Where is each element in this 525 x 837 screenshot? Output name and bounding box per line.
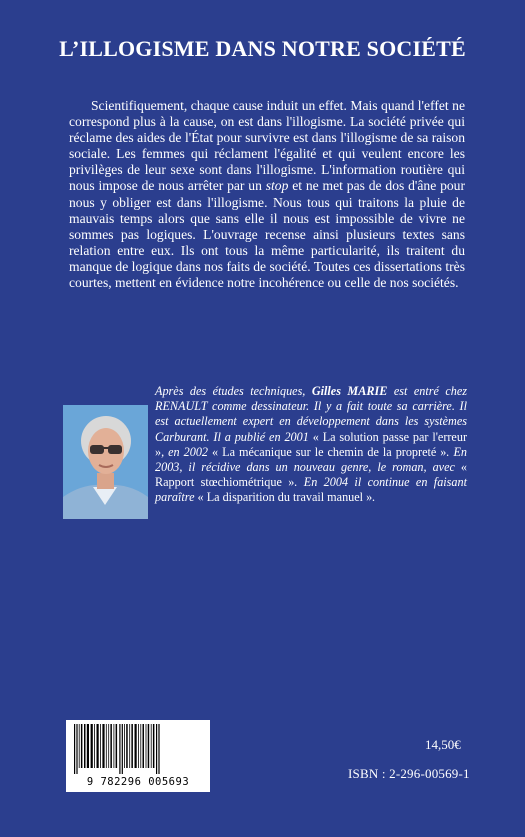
author-photo: [63, 405, 148, 519]
bio-text-3: comme dessinateur. Il y a fait toute sa carrière. Il est actuellement expert en développement dans les systèmes Carburant. Il a publié en 2001: [155, 399, 467, 444]
barcode-bars: [66, 720, 210, 776]
barcode-bar: [119, 724, 120, 774]
barcode-bar: [143, 724, 145, 768]
book-title-4: « La disparition du travail manuel »: [197, 490, 373, 505]
barcode-bar: [126, 724, 128, 768]
barcode-bar: [158, 724, 159, 774]
barcode: [66, 720, 210, 792]
barcode-digits: 9 782296 005693: [86, 776, 190, 788]
barcode-bar: [122, 724, 123, 774]
price: 14,50€: [425, 737, 461, 752]
summary-text-2: et ne met pas de dos d'âne pour nous y obliger est dans l'illogisme. Nous tous qui traitons la pluie de mauvais temps alors que sans elle il nous est impossible de vivre ne sommes pas logiques. L'ouvrage recense ainsi plusieurs textes sans relation entre eux. Ils ont tous la même particularité, ils traitent du manque de logique dans nos faits de société. Toutes ces dissertations très courtes, mettent en évidence notre incohérence ou celle de nos sociétés.: [69, 178, 465, 291]
barcode-bar: [108, 724, 109, 768]
bio-text-7: .: [372, 490, 376, 505]
barcode-bar: [129, 724, 130, 768]
author-portrait-image: [63, 405, 148, 519]
barcode-bar: [148, 724, 150, 768]
barcode-bar: [114, 724, 115, 768]
barcode-bar: [131, 724, 133, 768]
isbn: ISBN : 2-296-00569-1: [348, 766, 470, 781]
author-name: Gilles MARIE: [311, 384, 388, 398]
barcode-bar: [146, 724, 147, 768]
author-biography: [155, 384, 467, 506]
book-title-2: « La mécanique sur le chemin de la propreté »: [212, 444, 447, 459]
barcode-bar: [102, 724, 104, 768]
barcode-bar: [84, 724, 86, 768]
summary-text-1: Scientifiquement, chaque cause induit un effet. Mais quand l'effet ne correspond plus à la cause, on est dans l'illogisme. La société privée qui réclame des aides de l'État pour survivre est dans l'illogisme de sa raison sociale. Les femmes qui réclament l'égalité et qui veulent encore les privilèges de leur sexe sont dans l'illogisme. L'information routière qui nous impose de nous arrêter par un: [69, 98, 465, 194]
barcode-bar: [140, 724, 141, 768]
barcode-bar: [81, 724, 83, 768]
summary-stop-word: stop: [265, 178, 289, 194]
book-title-1: « La solution passe par l'erreur »: [155, 429, 467, 459]
barcode-bar: [76, 724, 77, 774]
barcode-bar: [124, 724, 125, 768]
barcode-bar: [135, 724, 137, 768]
barcode-bar: [106, 724, 107, 768]
barcode-bar: [116, 724, 118, 768]
barcode-bar: [97, 724, 99, 768]
barcode-bar: [110, 724, 112, 768]
bio-text-5: . En 2003, il récidive dans un nouveau genre, le roman, avec: [155, 444, 467, 475]
bio-text-4: , en 2002: [161, 444, 213, 459]
barcode-bar: [153, 724, 155, 768]
barcode-bar: [156, 724, 157, 774]
barcode-bar: [138, 724, 139, 768]
bio-text-1: Après des études techniques,: [155, 384, 312, 398]
book-summary: [69, 98, 465, 291]
barcode-bar: [151, 724, 152, 768]
barcode-bar: [74, 724, 75, 774]
barcode-bar: [100, 724, 101, 768]
author-employer: RENAULT: [155, 399, 208, 414]
barcode-bar: [94, 724, 95, 768]
bio-text-2: est entré chez: [387, 384, 467, 398]
barcode-bar: [79, 724, 80, 768]
bio-text-6: . En 2004 il continue en faisant paraître: [155, 475, 467, 505]
barcode-bar: [91, 724, 93, 768]
book-title-3: « Rapport stœchiométrique »: [155, 460, 467, 490]
book-title: L’ILLOGISME DANS NOTRE SOCIÉTÉ: [59, 36, 466, 61]
barcode-bar: [87, 724, 89, 768]
